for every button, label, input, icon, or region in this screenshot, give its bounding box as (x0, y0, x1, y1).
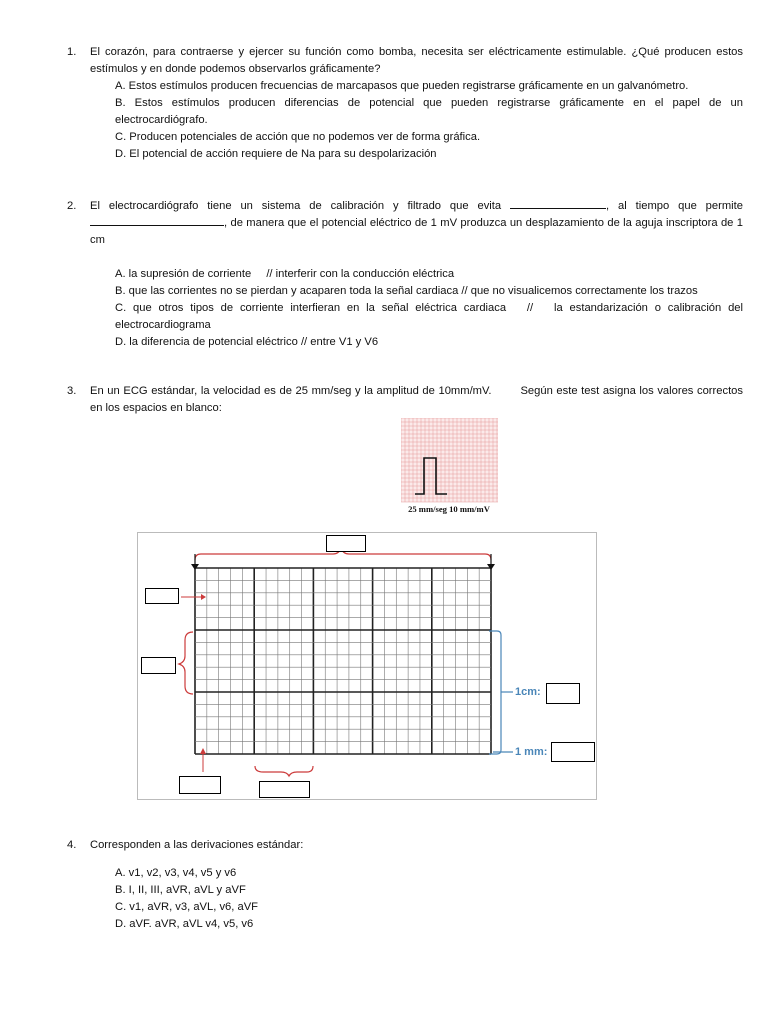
option-a[interactable]: A. la supresión de corriente // interferir con la conducción eléctrica (115, 268, 455, 280)
label-1cm: 1cm: (515, 686, 541, 698)
question-text: El corazón, para contraerse y ejercer su función como bomba, necesita ser eléctricamente estimulable. ¿Qué producen estos estímulos y en donde podemos observarlos gráficamente? (90, 46, 743, 75)
answer-box-1mm[interactable] (551, 742, 595, 762)
option-a[interactable]: A. Estos estímulos producen frecuencias de marcapasos que pueden registrarse gráficamente en un galvanómetro. (115, 80, 689, 92)
question-number: 1. (67, 46, 77, 58)
question-number: 4. (67, 839, 77, 851)
question-number: 3. (67, 385, 77, 397)
option-c[interactable]: C. Producen potenciales de acción que no podemos ver de forma gráfica. (115, 131, 481, 143)
label-1mm: 1 mm: (515, 746, 548, 758)
option-c[interactable]: C. que otros tipos de corriente interfieran en la señal eléctrica cardiaca // la estandarización o calibración del electrocardiograma (115, 302, 744, 331)
question-3 (67, 383, 747, 417)
question-1 (67, 44, 743, 163)
answer-box-top[interactable] (326, 535, 366, 552)
calibration-pulse-figure (401, 418, 498, 516)
answer-box-bottom-brace[interactable] (259, 781, 310, 798)
fill-blank-1[interactable] (510, 198, 606, 209)
question-text (90, 198, 743, 249)
option-b[interactable]: B. Estos estímulos producen diferencias de potencial que pueden registrarse gráficamente en el papel de un electrocardiógrafo. (115, 97, 743, 126)
question-4 (67, 837, 743, 933)
option-d[interactable]: D. la diferencia de potencial eléctrico // entre V1 y V6 (115, 336, 379, 348)
question-text: Corresponden a las derivaciones estándar: (90, 839, 304, 851)
answer-box-bottom-left[interactable] (179, 776, 221, 794)
ecg-grid-figure (137, 532, 597, 800)
question-text-part1: El electrocardiógrafo tiene un sistema de calibración y filtrado que evita (90, 200, 502, 212)
question-number: 2. (67, 200, 77, 212)
answer-box-1cm[interactable] (546, 683, 580, 704)
option-d[interactable]: D. El potencial de acción requiere de Na para su despolarización (115, 148, 437, 160)
fill-blank-2[interactable] (90, 215, 224, 226)
option-b[interactable]: B. que las corrientes no se pierdan y acaparen toda la señal cardiaca // que no visualicemos correctamente los trazos (115, 285, 698, 297)
calibration-caption: 25 mm/seg 10 mm/mV (408, 504, 490, 514)
question-2 (67, 198, 743, 351)
option-d[interactable]: D. aVF. aVR, aVL v4, v5, v6 (115, 918, 254, 930)
option-b[interactable]: B. I, II, III, aVR, aVL y aVF (115, 884, 246, 896)
option-a[interactable]: A. v1, v2, v3, v4, v5 y v6 (115, 867, 237, 879)
question-text-part2: , al tiempo que permite (606, 200, 743, 212)
question-text: En un ECG estándar, la velocidad es de 25 mm/seg y la amplitud de 10mm/mV. Según este test asigna los valores correctos en los espacios en blanco: (90, 385, 747, 414)
question-text-part3: , de manera que el potencial eléctrico de 1 mV produzca un desplazamiento de la aguja inscriptora de 1 cm (90, 217, 743, 246)
answer-box-large-square[interactable] (141, 657, 176, 674)
answer-box-small-square[interactable] (145, 588, 179, 604)
option-c[interactable]: C. v1, aVR, v3, aVL, v6, aVF (115, 901, 259, 913)
